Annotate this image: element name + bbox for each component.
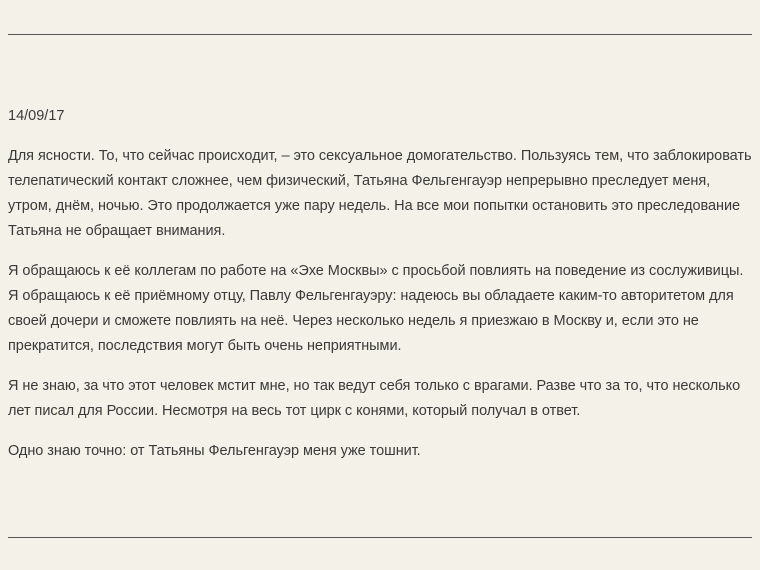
- post-paragraph-3: Я не знаю, за что этот человек мстит мне, но так ведут себя только с врагами. Разве что за то, что несколько лет писал для России. Несмотря на весь тот цирк с конями, который получал в ответ.: [8, 378, 741, 419]
- blog-post: [8, 106, 756, 479]
- bottom-divider: [8, 537, 752, 538]
- post-date: 14/09/17: [8, 108, 65, 124]
- post-paragraph-1: Для ясности. То, что сейчас происходит, – это сексуальное домогательство. Пользуясь тем, что заблокировать телепатический контакт сложнее, чем физический, Татьяна Фельгенгауэр непрерывно преследует меня, утром, днём, ночью. Это продолжается уже пару недель. На все мои попытки остановить это преследование Татьяна не обращает внимания.: [8, 148, 752, 239]
- post-paragraph-4: Одно знаю точно: от Татьяны Фельгенгауэр меня уже тошнит.: [8, 443, 421, 459]
- post-paragraph-2: Я обращаюсь к её коллегам по работе на «Эхе Москвы» с просьбой повлиять на поведение из сослуживицы. Я обращаюсь к её приёмному отцу, Павлу Фельгенгауэру: надеюсь вы обладаете каким-то авторитетом для своей дочери и сможете повлиять на неё. Через несколько недель я приезжаю в Москву и, если это не прекратится, последствия могут быть очень неприятными.: [8, 263, 744, 354]
- top-divider: [8, 34, 752, 35]
